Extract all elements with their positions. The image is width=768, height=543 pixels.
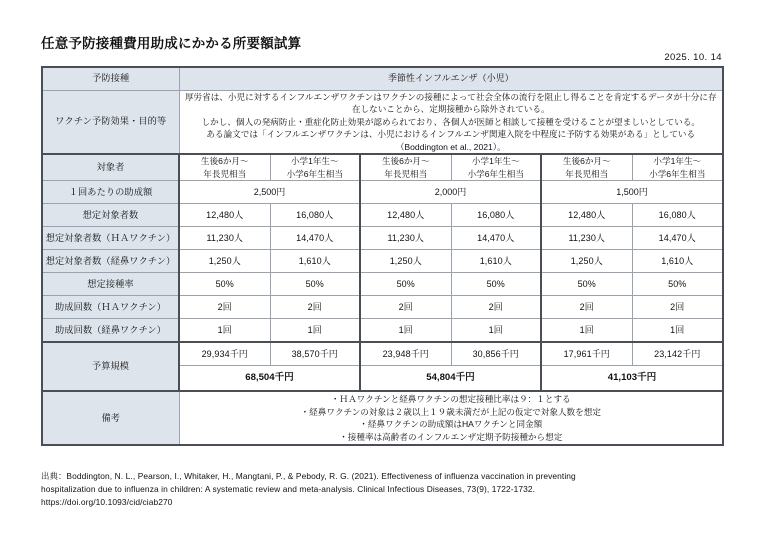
budget-cell: 30,856千円 — [451, 342, 541, 366]
value-cell: 16,080人 — [451, 204, 541, 227]
value-cell: 50% — [179, 273, 270, 296]
value-cell: 50% — [270, 273, 360, 296]
budget-cell: 29,934千円 — [179, 342, 270, 366]
value-cell: 1回 — [360, 319, 451, 343]
row-label-estimated-target-ha: 想定対象者数（ＨＡワクチン） — [42, 227, 179, 250]
age-group-cell: 生後6か月～ 年長児相当 — [541, 154, 632, 180]
value-cell: 50% — [451, 273, 541, 296]
value-cell: 1回 — [179, 319, 270, 343]
row-label-subsidy-times-ha: 助成回数（ＨＡワクチン） — [42, 296, 179, 319]
value-cell: 12,480人 — [541, 204, 632, 227]
value-cell: 2回 — [451, 296, 541, 319]
row-label-budget-scale: 予算規模 — [42, 342, 179, 391]
value-cell: 1,610人 — [451, 250, 541, 273]
age-group-cell: 生後6か月～ 年長児相当 — [360, 154, 451, 180]
value-cell: 1回 — [632, 319, 723, 343]
table-row-subsidy-times-nasal — [42, 319, 723, 343]
value-cell: 16,080人 — [632, 204, 723, 227]
document-date: 2025. 10. 14 — [664, 52, 722, 63]
row-label-subsidy-times-nasal: 助成回数（経鼻ワクチン） — [42, 319, 179, 343]
value-cell: 11,230人 — [360, 227, 451, 250]
value-cell: 11,230人 — [541, 227, 632, 250]
page-title: 任意予防接種費用助成にかかる所要額試算 — [41, 36, 302, 51]
table-row-effect — [42, 91, 723, 155]
table-row-estimated-target-nasal — [42, 250, 723, 273]
row-label-target: 対象者 — [42, 154, 179, 180]
value-cell: 2回 — [179, 296, 270, 319]
table-row-estimated-target-count — [42, 204, 723, 227]
value-cell: 50% — [541, 273, 632, 296]
table-row-target — [42, 154, 723, 180]
budget-cell: 38,570千円 — [270, 342, 360, 366]
value-cell: 50% — [360, 273, 451, 296]
value-cell: 50% — [632, 273, 723, 296]
value-cell: 2回 — [270, 296, 360, 319]
header-value: 季節性インフルエンザ（小児） — [179, 67, 723, 91]
age-group-cell: 小学1年生～ 小学6年生相当 — [270, 154, 360, 180]
value-cell: 2回 — [360, 296, 451, 319]
header-label: 予防接種 — [42, 67, 179, 91]
budget-cell: 17,961千円 — [541, 342, 632, 366]
age-group-cell: 生後6か月～ 年長児相当 — [179, 154, 270, 180]
row-label-estimated-rate: 想定接種率 — [42, 273, 179, 296]
table-row-header — [42, 67, 723, 91]
subsidy-amount-cell: 1,500円 — [541, 181, 723, 204]
effect-description: 厚労省は、小児に対するインフルエンザワクチンはワクチンの接種によって社会全体の流行を阻止し得ることを肯定するデータが十分に存 在しないことから、定期接種から除外されている。 しかし、個人の発病防止・重症化防止効果が認められており、各個人が医師と相談して接種を受けることが望ましいとしている。 ある論文では「インフルエンザワクチンは、小児におけるインフルエンザ関連入院を中程度に予防する効果がある」としている （Boddington et al., 2021）。 — [179, 91, 723, 155]
table-row-remarks — [42, 391, 723, 445]
budget-total-cell: 41,103千円 — [541, 366, 723, 392]
table-row-estimated-target-ha — [42, 227, 723, 250]
table-row-budget-detail — [42, 342, 723, 366]
subsidy-amount-cell: 2,000円 — [360, 181, 541, 204]
value-cell: 14,470人 — [270, 227, 360, 250]
subsidy-amount-cell: 2,500円 — [179, 181, 360, 204]
row-label-subsidy-per-dose: １回あたりの助成額 — [42, 181, 179, 204]
value-cell: 2回 — [541, 296, 632, 319]
value-cell: 12,480人 — [179, 204, 270, 227]
table-row-estimated-rate — [42, 273, 723, 296]
row-label-estimated-target-count: 想定対象者数 — [42, 204, 179, 227]
value-cell: 1回 — [541, 319, 632, 343]
value-cell: 1,250人 — [360, 250, 451, 273]
row-label-effect: ワクチン予防効果・目的等 — [42, 91, 179, 155]
value-cell: 12,480人 — [360, 204, 451, 227]
row-label-remarks: 備考 — [42, 391, 179, 445]
value-cell: 2回 — [632, 296, 723, 319]
budget-cell: 23,948千円 — [360, 342, 451, 366]
value-cell: 1,610人 — [632, 250, 723, 273]
source-citation: 出典：Boddington, N. L., Pearson, I., Whitaker, H., Mangtani, P., & Pebody, R. G. (2021). Effectiveness of influenza vaccination in preventing hospitalization due to influenza in children: A systematic review and meta-analysis. Clinical Infectious Diseases, 73(9), 1722-1732. https://doi.org/10.1093/cid/ciab270 — [41, 470, 741, 509]
budget-total-cell: 54,804千円 — [360, 366, 541, 392]
age-group-cell: 小学1年生～ 小学6年生相当 — [451, 154, 541, 180]
remarks-content: ・ＨＡワクチンと経鼻ワクチンの想定接種比率は９：１とする ・経鼻ワクチンの対象は２歳以上１９歳未満だが上記の仮定で対象人数を想定 ・経鼻ワクチンの助成額はHAワクチンと同金額 ・接種率は高齢者のインフルエンザ定期予防接種から想定 — [179, 391, 723, 445]
value-cell: 1,250人 — [179, 250, 270, 273]
value-cell: 14,470人 — [632, 227, 723, 250]
table-row-subsidy-per-dose — [42, 181, 723, 204]
doi-link[interactable]: https://doi.org/10.1093/cid/ciab270 — [41, 497, 173, 508]
value-cell: 1,610人 — [270, 250, 360, 273]
row-label-estimated-target-nasal: 想定対象者数（経鼻ワクチン） — [42, 250, 179, 273]
value-cell: 1,250人 — [541, 250, 632, 273]
estimate-table — [41, 66, 724, 446]
value-cell: 11,230人 — [179, 227, 270, 250]
value-cell: 1回 — [451, 319, 541, 343]
table-row-subsidy-times-ha — [42, 296, 723, 319]
value-cell: 14,470人 — [451, 227, 541, 250]
value-cell: 1回 — [270, 319, 360, 343]
value-cell: 16,080人 — [270, 204, 360, 227]
age-group-cell: 小学1年生～ 小学6年生相当 — [632, 154, 723, 180]
budget-total-cell: 68,504千円 — [179, 366, 360, 392]
budget-cell: 23,142千円 — [632, 342, 723, 366]
